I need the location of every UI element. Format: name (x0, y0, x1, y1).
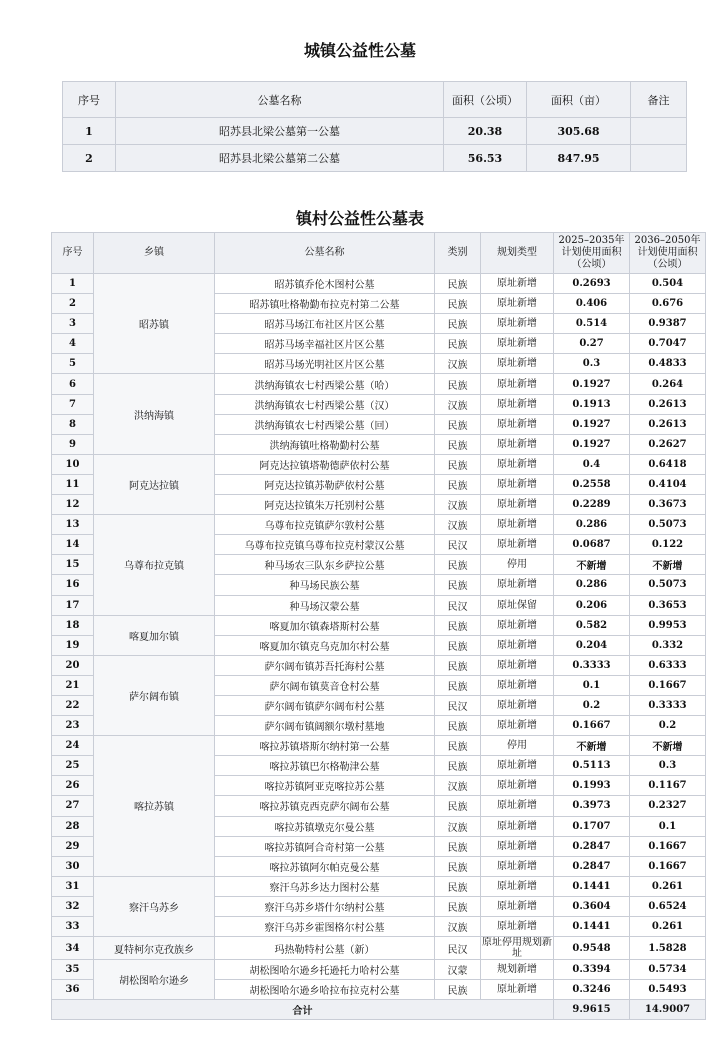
area-2025-2035: 0.204 (554, 635, 630, 655)
cemetery-name: 乌尊布拉克镇萨尔敦村公墓 (215, 515, 435, 535)
area-2036-2050: 0.5073 (630, 575, 706, 595)
area-2025-2035: 0.1707 (554, 816, 630, 836)
category: 民族 (435, 716, 481, 736)
plan-type: 原址新增 (481, 756, 554, 776)
area-2025-2035: 0.1667 (554, 716, 630, 736)
table-body (52, 274, 706, 1000)
row-index: 16 (52, 575, 94, 595)
plan-type: 原址新增 (481, 896, 554, 916)
cell: 20.38 (444, 118, 527, 145)
row-index: 30 (52, 856, 94, 876)
plan-type: 停用 (481, 555, 554, 575)
total-row (52, 1000, 706, 1020)
area-2036-2050: 0.5073 (630, 515, 706, 535)
area-2036-2050: 0.3 (630, 756, 706, 776)
area-2025-2035: 0.1441 (554, 876, 630, 896)
plan-type: 原址新增 (481, 876, 554, 896)
area-2036-2050: 0.7047 (630, 334, 706, 354)
table-row (52, 515, 706, 535)
cemetery-name: 阿克达拉镇朱万托别村公墓 (215, 495, 435, 515)
row-index: 6 (52, 374, 94, 394)
table-row (52, 454, 706, 474)
cell: 昭苏县北梁公墓第一公墓 (116, 118, 444, 145)
cemetery-name: 萨尔阔布镇莫音仓村公墓 (215, 675, 435, 695)
category: 民族 (435, 314, 481, 334)
plan-type: 原址新增 (481, 836, 554, 856)
plan-type: 原址新增 (481, 776, 554, 796)
cemetery-name: 洪纳海镇吐格勒勤村公墓 (215, 434, 435, 454)
area-2025-2035: 0.582 (554, 615, 630, 635)
row-index: 27 (52, 796, 94, 816)
plan-type: 原址新增 (481, 334, 554, 354)
row-index: 31 (52, 876, 94, 896)
header-cell: 公墓名称 (116, 82, 444, 118)
area-2025-2035: 0.3333 (554, 655, 630, 675)
cemetery-name: 喀拉苏镇阿尔帕克曼公墓 (215, 856, 435, 876)
cemetery-name: 萨尔阔布镇萨尔阔布村公墓 (215, 695, 435, 715)
category: 汉族 (435, 495, 481, 515)
table-row (52, 615, 706, 635)
cemetery-name: 玛热勒特村公墓（新） (215, 937, 435, 960)
plan-type: 原址新增 (481, 575, 554, 595)
area-2025-2035: 不新增 (554, 736, 630, 756)
category: 汉族 (435, 394, 481, 414)
total-label: 合计 (52, 1000, 554, 1020)
category: 民族 (435, 434, 481, 454)
area-2025-2035: 0.2847 (554, 856, 630, 876)
cemetery-name: 喀拉苏镇阿亚克喀拉苏公墓 (215, 776, 435, 796)
cell: 56.53 (444, 145, 527, 172)
plan-type: 原址新增 (481, 294, 554, 314)
category: 民族 (435, 414, 481, 434)
category: 民族 (435, 575, 481, 595)
cell (631, 145, 687, 172)
row-index: 1 (52, 274, 94, 294)
cemetery-name: 萨尔阔布镇阔额尔墩村墓地 (215, 716, 435, 736)
cemetery-name: 胡松图哈尔逊乡托逊托力哈村公墓 (215, 960, 435, 980)
table-row (52, 274, 706, 294)
header-cell: 公墓名称 (215, 233, 435, 274)
area-2036-2050: 0.504 (630, 274, 706, 294)
header-cell: 规划类型 (481, 233, 554, 274)
cemetery-name: 阿克达拉镇塔勒德萨依村公墓 (215, 454, 435, 474)
category: 民族 (435, 555, 481, 575)
row-index: 29 (52, 836, 94, 856)
category: 汉蒙 (435, 960, 481, 980)
category: 汉族 (435, 776, 481, 796)
urban-cemetery-table (62, 81, 687, 172)
category: 民族 (435, 374, 481, 394)
area-2025-2035: 0.3246 (554, 980, 630, 1000)
table-row (63, 145, 687, 172)
row-index: 33 (52, 917, 94, 937)
town-name: 喀夏加尔镇 (94, 615, 215, 655)
area-2025-2035: 0.4 (554, 454, 630, 474)
area-2036-2050: 0.2613 (630, 414, 706, 434)
area-2036-2050: 0.122 (630, 535, 706, 555)
plan-type: 原址新增 (481, 615, 554, 635)
header-cell: 类别 (435, 233, 481, 274)
plan-type: 原址新增 (481, 434, 554, 454)
plan-type: 原址新增 (481, 655, 554, 675)
cemetery-name: 察汗乌苏乡塔什尔纳村公墓 (215, 896, 435, 916)
row-index: 9 (52, 434, 94, 454)
area-2036-2050: 0.6333 (630, 655, 706, 675)
town-name: 察汗乌苏乡 (94, 876, 215, 936)
area-2025-2035: 0.27 (554, 334, 630, 354)
cemetery-name: 察汗乌苏乡霍图格尔村公墓 (215, 917, 435, 937)
area-2025-2035: 0.0687 (554, 535, 630, 555)
row-index: 21 (52, 675, 94, 695)
row-index: 24 (52, 736, 94, 756)
area-2036-2050: 0.261 (630, 917, 706, 937)
table-row (52, 736, 706, 756)
plan-type: 原址新增 (481, 394, 554, 414)
area-2036-2050: 0.261 (630, 876, 706, 896)
area-2036-2050: 0.1667 (630, 856, 706, 876)
cemetery-name: 喀拉苏镇巴尔格勒津公墓 (215, 756, 435, 776)
plan-type: 原址新增 (481, 980, 554, 1000)
table-row (52, 655, 706, 675)
area-2036-2050: 0.6418 (630, 454, 706, 474)
cemetery-name: 种马场民族公墓 (215, 575, 435, 595)
plan-type: 原址新增 (481, 374, 554, 394)
row-index: 7 (52, 394, 94, 414)
village-cemetery-table (51, 232, 706, 1020)
cell: 847.95 (527, 145, 631, 172)
category: 民族 (435, 334, 481, 354)
category: 民族 (435, 796, 481, 816)
category: 民族 (435, 836, 481, 856)
category: 民族 (435, 675, 481, 695)
cemetery-name: 洪纳海镇农七村西梁公墓（回） (215, 414, 435, 434)
area-2025-2035: 0.1927 (554, 374, 630, 394)
row-index: 23 (52, 716, 94, 736)
cemetery-name: 喀拉苏镇塔斯尔纳村第一公墓 (215, 736, 435, 756)
area-2025-2035: 0.3604 (554, 896, 630, 916)
town-name: 胡松图哈尔逊乡 (94, 960, 215, 1000)
header-cell: 2036–2050年计划使用面积（公顷） (630, 233, 706, 274)
area-2036-2050: 0.3653 (630, 595, 706, 615)
area-2036-2050: 0.4833 (630, 354, 706, 374)
plan-type: 原址新增 (481, 796, 554, 816)
header-cell: 序号 (63, 82, 116, 118)
row-index: 10 (52, 454, 94, 474)
total-area-2050: 14.9007 (630, 1000, 706, 1020)
area-2036-2050: 0.3673 (630, 495, 706, 515)
area-2025-2035: 0.2558 (554, 474, 630, 494)
town-name: 洪纳海镇 (94, 374, 215, 454)
area-2036-2050: 不新增 (630, 736, 706, 756)
area-2025-2035: 0.2847 (554, 836, 630, 856)
area-2036-2050: 0.1667 (630, 675, 706, 695)
area-2036-2050: 0.6524 (630, 896, 706, 916)
cemetery-name: 洪纳海镇农七村西梁公墓（哈） (215, 374, 435, 394)
table-row (52, 374, 706, 394)
cell (631, 118, 687, 145)
area-2036-2050: 0.3333 (630, 695, 706, 715)
area-2025-2035: 0.286 (554, 515, 630, 535)
category: 民族 (435, 756, 481, 776)
area-2036-2050: 0.2613 (630, 394, 706, 414)
title-urban-cemeteries: 城镇公益性公墓 (303, 41, 416, 60)
area-2036-2050: 0.2627 (630, 434, 706, 454)
area-2025-2035: 0.514 (554, 314, 630, 334)
table-header (63, 82, 687, 118)
area-2036-2050: 0.1167 (630, 776, 706, 796)
cemetery-name: 喀夏加尔镇森塔斯村公墓 (215, 615, 435, 635)
row-index: 22 (52, 695, 94, 715)
row-index: 20 (52, 655, 94, 675)
plan-type: 原址新增 (481, 675, 554, 695)
cemetery-name: 昭苏马场幸福社区片区公墓 (215, 334, 435, 354)
area-2025-2035: 0.1993 (554, 776, 630, 796)
category: 汉族 (435, 816, 481, 836)
area-2025-2035: 0.5113 (554, 756, 630, 776)
plan-type: 原址新增 (481, 274, 554, 294)
row-index: 4 (52, 334, 94, 354)
row-index: 14 (52, 535, 94, 555)
area-2025-2035: 0.406 (554, 294, 630, 314)
cemetery-name: 喀拉苏镇阿合奇村第一公墓 (215, 836, 435, 856)
area-2036-2050: 0.676 (630, 294, 706, 314)
area-2036-2050: 0.2327 (630, 796, 706, 816)
area-2025-2035: 0.1441 (554, 917, 630, 937)
cemetery-name: 萨尔阔布镇苏吾托海村公墓 (215, 655, 435, 675)
row-index: 5 (52, 354, 94, 374)
area-2025-2035: 0.206 (554, 595, 630, 615)
plan-type: 原址新增 (481, 515, 554, 535)
title-village-cemeteries: 镇村公益性公墓表 (295, 209, 424, 228)
area-2025-2035: 0.1927 (554, 434, 630, 454)
cemetery-name: 昭苏镇吐格勒勤布拉克村第二公墓 (215, 294, 435, 314)
plan-type: 原址新增 (481, 856, 554, 876)
plan-type: 原址新增 (481, 454, 554, 474)
cemetery-name: 昭苏马场江布社区片区公墓 (215, 314, 435, 334)
area-2036-2050: 0.4104 (630, 474, 706, 494)
category: 民族 (435, 635, 481, 655)
area-2025-2035: 0.1913 (554, 394, 630, 414)
area-2025-2035: 0.286 (554, 575, 630, 595)
area-2025-2035: 0.1927 (554, 414, 630, 434)
cemetery-name: 阿克达拉镇苏勒萨依村公墓 (215, 474, 435, 494)
area-2036-2050: 1.5828 (630, 937, 706, 960)
cemetery-name: 喀夏加尔镇克乌克加尔村公墓 (215, 635, 435, 655)
cemetery-name: 胡松图哈尔逊乡哈拉布拉克村公墓 (215, 980, 435, 1000)
cemetery-name: 喀拉苏镇墩克尔曼公墓 (215, 816, 435, 836)
total-area-2035: 9.9615 (554, 1000, 630, 1020)
category: 民汉 (435, 595, 481, 615)
table-header (52, 233, 706, 274)
category: 民族 (435, 274, 481, 294)
area-2036-2050: 0.1667 (630, 836, 706, 856)
area-2036-2050: 0.9387 (630, 314, 706, 334)
category: 汉族 (435, 917, 481, 937)
row-index: 25 (52, 756, 94, 776)
row-index: 32 (52, 896, 94, 916)
area-2036-2050: 0.9953 (630, 615, 706, 635)
town-name: 乌尊布拉克镇 (94, 515, 215, 615)
cemetery-name: 洪纳海镇农七村西梁公墓（汉） (215, 394, 435, 414)
area-2025-2035: 0.2693 (554, 274, 630, 294)
category: 民族 (435, 294, 481, 314)
cell: 昭苏县北梁公墓第二公墓 (116, 145, 444, 172)
table-row (52, 960, 706, 980)
area-2036-2050: 0.1 (630, 816, 706, 836)
category: 民汉 (435, 535, 481, 555)
area-2036-2050: 不新增 (630, 555, 706, 575)
town-name: 昭苏镇 (94, 274, 215, 374)
row-index: 19 (52, 635, 94, 655)
category: 民族 (435, 856, 481, 876)
cemetery-name: 昭苏马场光明社区片区公墓 (215, 354, 435, 374)
category: 民族 (435, 736, 481, 756)
town-name: 萨尔阔布镇 (94, 655, 215, 735)
header-cell: 乡镇 (94, 233, 215, 274)
area-2036-2050: 0.5493 (630, 980, 706, 1000)
plan-type: 原址新增 (481, 474, 554, 494)
town-name: 夏特柯尔克孜族乡 (94, 937, 215, 960)
cemetery-name: 种马场农三队东乡萨拉公墓 (215, 555, 435, 575)
row-index: 11 (52, 474, 94, 494)
row-index: 28 (52, 816, 94, 836)
town-name: 喀拉苏镇 (94, 736, 215, 877)
header-cell: 面积（亩） (527, 82, 631, 118)
area-2025-2035: 0.3973 (554, 796, 630, 816)
header-cell: 序号 (52, 233, 94, 274)
row-index: 8 (52, 414, 94, 434)
area-2025-2035: 0.3394 (554, 960, 630, 980)
plan-type: 原址新增 (481, 314, 554, 334)
area-2036-2050: 0.264 (630, 374, 706, 394)
area-2025-2035: 0.2 (554, 695, 630, 715)
row-index: 2 (52, 294, 94, 314)
category: 民族 (435, 474, 481, 494)
row-index: 18 (52, 615, 94, 635)
row-index: 13 (52, 515, 94, 535)
town-name: 阿克达拉镇 (94, 454, 215, 514)
plan-type: 停用 (481, 736, 554, 756)
cemetery-name: 察汗乌苏乡达力图村公墓 (215, 876, 435, 896)
area-2025-2035: 0.1 (554, 675, 630, 695)
plan-type: 规划新增 (481, 960, 554, 980)
cemetery-name: 乌尊布拉克镇乌尊布拉克村蒙汉公墓 (215, 535, 435, 555)
cemetery-name: 喀拉苏镇克西克萨尔阔布公墓 (215, 796, 435, 816)
category: 民汉 (435, 937, 481, 960)
category: 民族 (435, 615, 481, 635)
row-index: 17 (52, 595, 94, 615)
plan-type: 原址新增 (481, 716, 554, 736)
area-2036-2050: 0.5734 (630, 960, 706, 980)
row-index: 34 (52, 937, 94, 960)
category: 汉族 (435, 354, 481, 374)
header-cell: 面积（公顷） (444, 82, 527, 118)
category: 汉族 (435, 515, 481, 535)
plan-type: 原址新增 (481, 635, 554, 655)
plan-type: 原址新增 (481, 495, 554, 515)
table-row (52, 937, 706, 960)
row-index: 12 (52, 495, 94, 515)
area-2025-2035: 0.2289 (554, 495, 630, 515)
area-2025-2035: 不新增 (554, 555, 630, 575)
plan-type: 原址保留 (481, 595, 554, 615)
category: 民族 (435, 896, 481, 916)
row-index: 15 (52, 555, 94, 575)
header-cell: 2025–2035年计划使用面积（公顷） (554, 233, 630, 274)
plan-type: 原址新增 (481, 535, 554, 555)
category: 民族 (435, 655, 481, 675)
plan-type: 原址新增 (481, 695, 554, 715)
area-2025-2035: 0.3 (554, 354, 630, 374)
category: 民族 (435, 980, 481, 1000)
row-index: 36 (52, 980, 94, 1000)
table-row (63, 118, 687, 145)
plan-type: 原址新增 (481, 354, 554, 374)
category: 民族 (435, 876, 481, 896)
cell: 305.68 (527, 118, 631, 145)
plan-type: 原址停用规划新址 (482, 937, 552, 960)
category: 民族 (435, 454, 481, 474)
cell: 2 (63, 145, 116, 172)
category: 民汉 (435, 695, 481, 715)
row-index: 35 (52, 960, 94, 980)
header-cell: 备注 (631, 82, 687, 118)
cemetery-name: 种马场汉蒙公墓 (215, 595, 435, 615)
area-2025-2035: 0.9548 (554, 937, 630, 960)
cell: 1 (63, 118, 116, 145)
plan-type: 原址新增 (481, 816, 554, 836)
table-row (52, 876, 706, 896)
cemetery-name: 昭苏镇乔伦木图村公墓 (215, 274, 435, 294)
row-index: 3 (52, 314, 94, 334)
area-2036-2050: 0.2 (630, 716, 706, 736)
plan-type: 原址新增 (481, 414, 554, 434)
area-2036-2050: 0.332 (630, 635, 706, 655)
plan-type: 原址新增 (481, 917, 554, 937)
row-index: 26 (52, 776, 94, 796)
